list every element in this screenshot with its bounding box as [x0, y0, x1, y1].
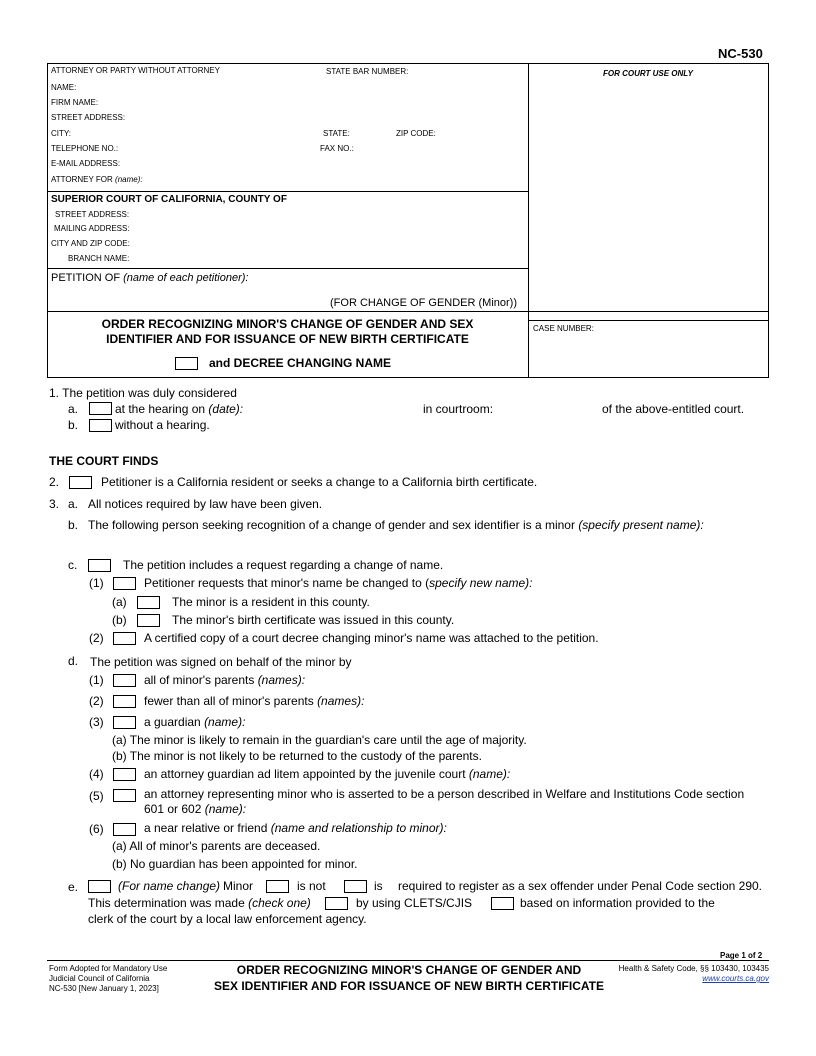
item3e-text: required to register as a sex offender under Penal Code section 290.: [398, 879, 763, 893]
item3d4-text: an attorney guardian ad litem appointed by the juvenile court (name):: [144, 767, 511, 781]
item3c1a-text: The minor is a resident in this county.: [172, 595, 370, 609]
item1b-num: b.: [68, 418, 79, 432]
item2-checkbox[interactable]: [69, 476, 92, 489]
item3d5-text2: 601 or 602 (name):: [144, 802, 247, 816]
item3c1-checkbox[interactable]: [113, 577, 136, 590]
court-city-label: CITY AND ZIP CODE:: [51, 239, 130, 248]
item3c-num: c.: [68, 558, 78, 572]
footer-adopted: [49, 964, 167, 994]
item3e-isnot: is not: [297, 879, 326, 893]
item1b-checkbox[interactable]: [89, 419, 112, 432]
footer-title: [186, 962, 632, 994]
state-label: STATE:: [323, 129, 350, 138]
courts-link[interactable]: www.courts.ca.gov: [702, 974, 769, 983]
footer-adopted-line1: Form Adopted for Mandatory Use: [49, 964, 168, 973]
item3c-text: The petition includes a request regarding a change of name.: [123, 558, 444, 572]
attorney-label: ATTORNEY OR PARTY WITHOUT ATTORNEY: [51, 66, 220, 75]
order-title: [47, 317, 528, 347]
divider: [528, 320, 769, 321]
item3d5-checkbox[interactable]: [113, 789, 136, 802]
item3e-info-checkbox[interactable]: [491, 897, 514, 910]
court-finds-heading: THE COURT FINDS: [49, 454, 159, 468]
item3d1-text: all of minor's parents (names):: [144, 673, 306, 687]
item3-num: 3.: [49, 497, 60, 511]
phone-label: TELEPHONE NO.:: [51, 144, 119, 153]
item3d3-text: a guardian (name):: [144, 715, 246, 729]
item3d6b: (b) No guardian has been appointed for minor.: [112, 857, 358, 871]
item3d4-checkbox[interactable]: [113, 768, 136, 781]
divider: [47, 311, 769, 312]
item3c1b-checkbox[interactable]: [137, 614, 160, 627]
court-use-label: FOR COURT USE ONLY: [603, 69, 693, 78]
footer-code-text: Health & Safety Code, §§ 103430, 103435: [618, 964, 769, 973]
item1: 1. The petition was duly considered: [49, 386, 237, 400]
email-label: E-MAIL ADDRESS:: [51, 159, 121, 168]
item3e-clets-checkbox[interactable]: [325, 897, 348, 910]
court-branch-label: BRANCH NAME:: [68, 254, 130, 263]
item3b-num: b.: [68, 518, 79, 532]
item2-num: 2.: [49, 475, 60, 489]
item3e-clets: by using CLETS/CJIS: [356, 896, 473, 910]
item3e-det: This determination was made (check one): [88, 896, 311, 910]
item3d6-checkbox[interactable]: [113, 823, 136, 836]
item3d2-num: (2): [89, 694, 104, 708]
item3d1-num: (1): [89, 673, 104, 687]
footer-adopted-line3: NC-530 [New January 1, 2023]: [49, 984, 159, 993]
item3e-clerk: clerk of the court by a local law enforcement agency.: [88, 912, 367, 926]
zip-label: ZIP CODE:: [396, 129, 436, 138]
item3d6-num: (6): [89, 822, 104, 836]
name-label: NAME:: [51, 83, 77, 92]
item3c1-text: Petitioner requests that minor's name be changed to (specify new name):: [144, 576, 533, 590]
attorney-for-label: ATTORNEY FOR (name):: [51, 175, 143, 184]
item3e-isnot-checkbox[interactable]: [266, 880, 289, 893]
item3a-num: a.: [68, 497, 79, 511]
item3c1b-num: (b): [112, 613, 127, 627]
fax-label: FAX NO.:: [320, 144, 354, 153]
footer-title-line2: SEX IDENTIFIER AND FOR ISSUANCE OF NEW BIRTH CERTIFICATE: [213, 979, 604, 993]
item3e-checkbox[interactable]: [88, 880, 111, 893]
divider: [47, 191, 528, 192]
item3e-info: based on information provided to the: [520, 896, 715, 910]
firm-label: FIRM NAME:: [51, 98, 99, 107]
item3d2-text: fewer than all of minor's parents (names):: [144, 694, 365, 708]
footer-rule: [47, 960, 769, 961]
item1a-courtroom: in courtroom:: [423, 402, 494, 416]
decree-checkbox[interactable]: [175, 357, 198, 370]
order-title-line1: ORDER RECOGNIZING MINOR'S CHANGE OF GENDER AND SEX: [101, 317, 474, 331]
item3d-num: d.: [68, 654, 79, 668]
city-label: CITY:: [51, 129, 72, 138]
order-title-line2: IDENTIFIER AND FOR ISSUANCE OF NEW BIRTH CERTIFICATE: [106, 332, 469, 346]
item3d3-num: (3): [89, 715, 104, 729]
item3d5-text: an attorney representing minor who is asserted to be a person described in Welfare and Institutions Code section: [144, 787, 745, 801]
page-number: Page 1 of 2: [720, 951, 763, 960]
item3c1a-num: (a): [112, 595, 127, 609]
item3e-is-checkbox[interactable]: [344, 880, 367, 893]
item3d3-checkbox[interactable]: [113, 716, 136, 729]
item3c1a-checkbox[interactable]: [137, 596, 160, 609]
item3e-minor: Minor: [223, 879, 254, 893]
item3d1-checkbox[interactable]: [113, 674, 136, 687]
item3d4-num: (4): [89, 767, 104, 781]
divider: [528, 63, 529, 378]
item3e-num: e.: [68, 880, 79, 894]
item3c1b-text: The minor's birth certificate was issued in this county.: [172, 613, 455, 627]
item3c-checkbox[interactable]: [88, 559, 111, 572]
state-bar-label: STATE BAR NUMBER:: [326, 67, 409, 76]
item1a-court: of the above-entitled court.: [602, 402, 745, 416]
item3a-text: All notices required by law have been given.: [88, 497, 323, 511]
item1b-text: without a hearing.: [115, 418, 210, 432]
item1a-text: at the hearing on (date):: [115, 402, 244, 416]
item3e-is: is: [374, 879, 383, 893]
petition-of: PETITION OF (name of each petitioner):: [51, 272, 249, 284]
item3b-text: The following person seeking recognition of a change of gender and sex identifier is a minor (specify present name):: [88, 518, 704, 532]
divider: [47, 268, 528, 269]
footer-adopted-line2: Judicial Council of California: [49, 974, 150, 983]
item2-text: Petitioner is a California resident or seeks a change to a California birth certificate.: [101, 475, 538, 489]
footer-title-line1: ORDER RECOGNIZING MINOR'S CHANGE OF GENDER AND: [236, 963, 582, 977]
court-title: SUPERIOR COURT OF CALIFORNIA, COUNTY OF: [51, 194, 287, 205]
item3d5-num: (5): [89, 789, 104, 803]
footer-code: [600, 964, 769, 984]
form-number: NC-530: [718, 46, 763, 61]
court-street-label: STREET ADDRESS:: [55, 210, 130, 219]
item3c2-checkbox[interactable]: [113, 632, 136, 645]
item3e-hint: (For name change): [118, 879, 221, 893]
item3d2-checkbox[interactable]: [113, 695, 136, 708]
item1a-num: a.: [68, 402, 79, 416]
item3d6-text: a near relative or friend (name and relationship to minor):: [144, 821, 447, 835]
court-mailing-label: MAILING ADDRESS:: [54, 224, 130, 233]
item3d3b: (b) The minor is not likely to be returned to the custody of the parents.: [112, 749, 482, 763]
item3d3a: (a) The minor is likely to remain in the guardian's care until the age of majority.: [112, 733, 527, 747]
street-label: STREET ADDRESS:: [51, 113, 126, 122]
case-number-label: CASE NUMBER:: [533, 324, 594, 333]
item3c2-text: A certified copy of a court decree changing minor's name was attached to the petition.: [144, 631, 599, 645]
item3d-text: The petition was signed on behalf of the minor by: [90, 655, 352, 669]
for-change-label: (FOR CHANGE OF GENDER (Minor)): [330, 297, 517, 309]
item3c1-num: (1): [89, 576, 104, 590]
item3d6a: (a) All of minor's parents are deceased.: [112, 839, 321, 853]
item3c2-num: (2): [89, 631, 104, 645]
decree-label: and DECREE CHANGING NAME: [209, 356, 392, 370]
item1a-checkbox[interactable]: [89, 402, 112, 415]
